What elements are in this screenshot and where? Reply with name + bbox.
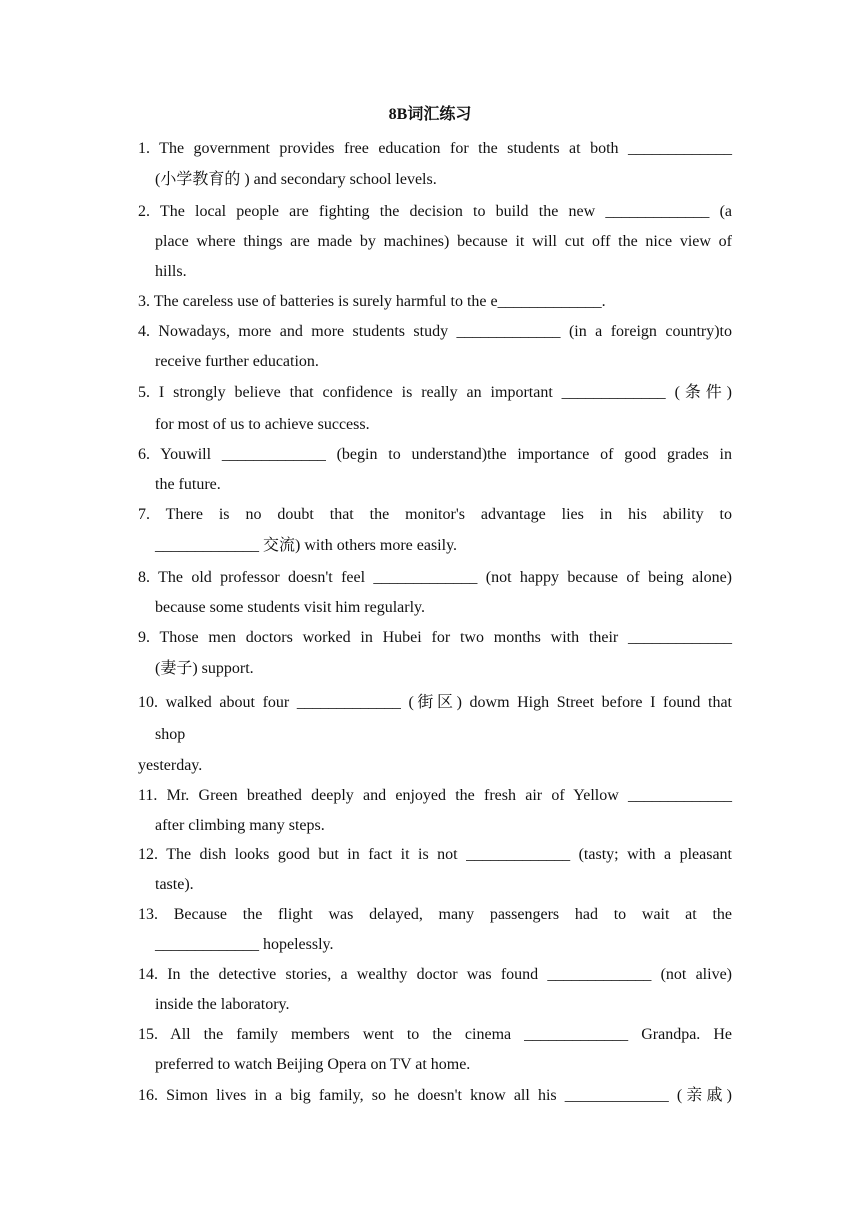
q4-line-2: receive further education. (155, 353, 319, 370)
q10-line-1: 10. walked about four _____________ (街区) dowm High Street before I found that (138, 694, 732, 711)
q2-line-1: 2. The local people are fighting the decision to build the new _____________ (a (138, 203, 732, 220)
q13-line-2: _____________ hopelessly. (155, 936, 334, 953)
q2-line-2: place where things are made by machines) because it will cut off the nice view of (155, 233, 732, 250)
q12-line-2: taste). (155, 876, 194, 893)
q15-line-2: preferred to watch Beijing Opera on TV at home. (155, 1056, 471, 1073)
q14-line-2: inside the laboratory. (155, 996, 290, 1013)
q8-line-1: 8. The old professor doesn't feel _____________ (not happy because of being alone) (138, 569, 732, 586)
q11-line-2: after climbing many steps. (155, 817, 325, 834)
q11-line-1: 11. Mr. Green breathed deeply and enjoyed the fresh air of Yellow _____________ (138, 787, 732, 804)
q10-line-2: shop (155, 726, 186, 743)
document-title: 8B词汇练习 (388, 106, 472, 123)
q4-line-1: 4. Nowadays, more and more students study _____________ (in a foreign country)to (138, 323, 732, 340)
q5-line-2: for most of us to achieve success. (155, 416, 370, 433)
q7-line-2: _____________ 交流) with others more easily. (155, 537, 458, 554)
q1-line-1: 1. The government provides free education for the students at both _____________ (138, 140, 732, 157)
q16-line-1: 16. Simon lives in a big family, so he doesn't know all his _____________ (亲戚) (138, 1087, 732, 1104)
q1-line-2: (小学教育的 ) and secondary school levels. (155, 171, 437, 188)
q12-line-1: 12. The dish looks good but in fact it is not _____________ (tasty; with a pleasant (138, 846, 732, 863)
q2-line-3: hills. (155, 263, 187, 280)
q14-line-1: 14. In the detective stories, a wealthy doctor was found _____________ (not alive) (138, 966, 732, 983)
q9-line-2: (妻子) support. (155, 660, 254, 677)
q6-line-2: the future. (155, 476, 221, 493)
q9-line-1: 9. Those men doctors worked in Hubei for two months with their _____________ (138, 629, 732, 646)
q5-line-1: 5. I strongly believe that confidence is really an important _____________ (条件) (138, 384, 732, 401)
q13-line-1: 13. Because the flight was delayed, many passengers had to wait at the (138, 906, 732, 923)
q6-line-1: 6. Youwill _____________ (begin to understand)the importance of good grades in (138, 446, 732, 463)
q3-line-1: 3. The careless use of batteries is surely harmful to the e_____________. (138, 293, 606, 310)
q15-line-1: 15. All the family members went to the cinema _____________ Grandpa. He (138, 1026, 732, 1043)
q7-line-1: 7. There is no doubt that the monitor's advantage lies in his ability to (138, 506, 732, 523)
q10-line-3: yesterday. (138, 757, 203, 774)
q8-line-2: because some students visit him regularly. (155, 599, 426, 616)
